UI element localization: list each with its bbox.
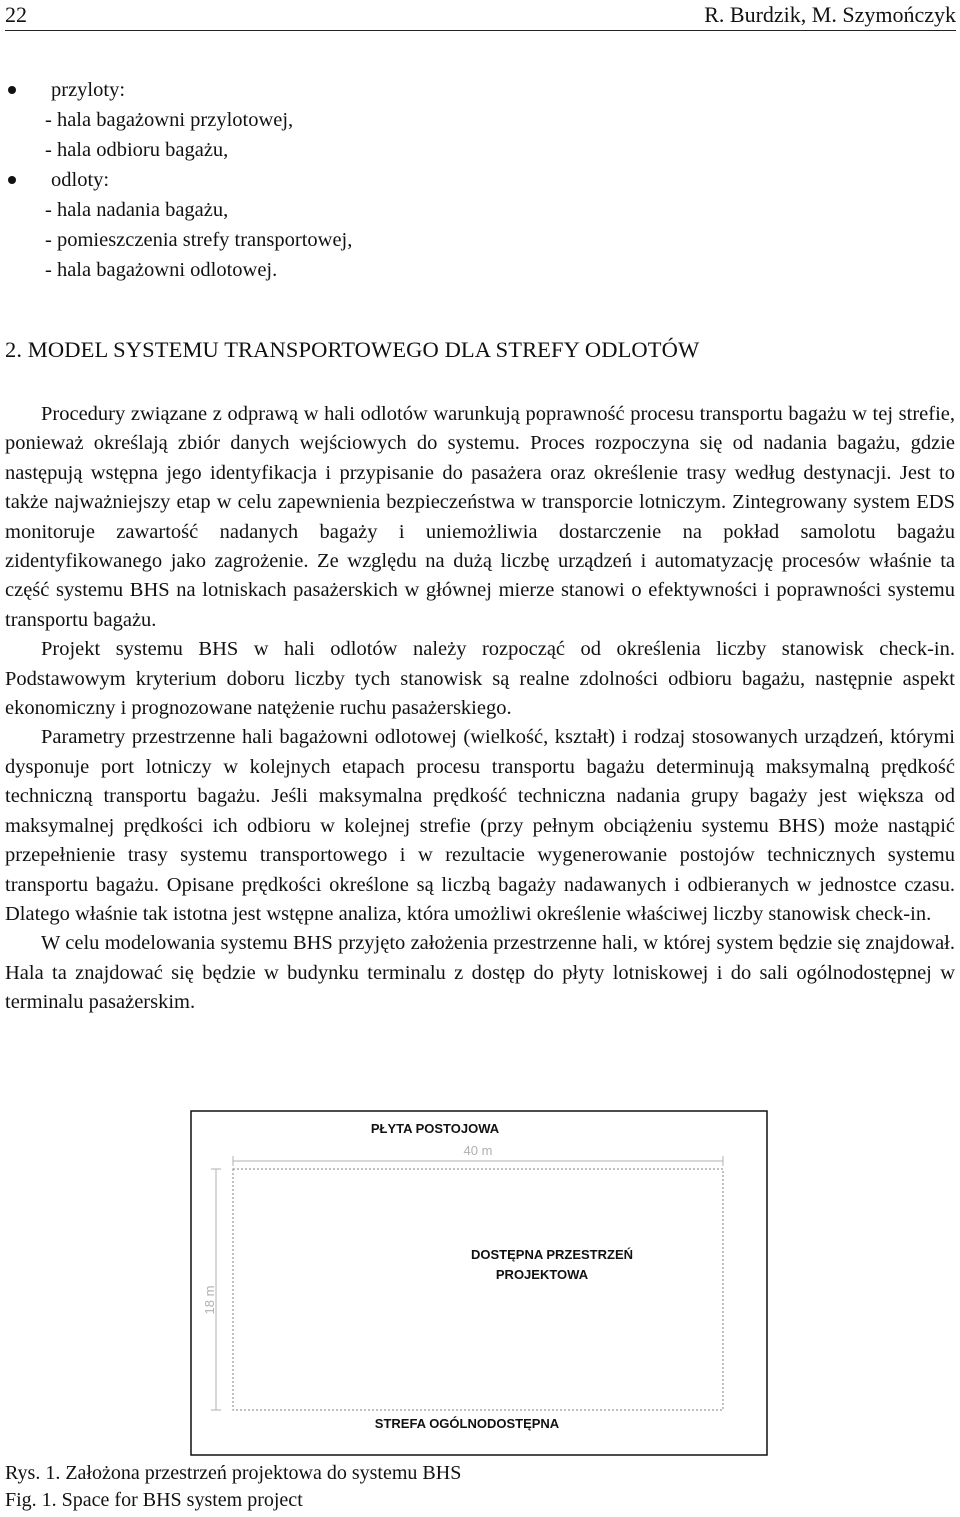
list-item-text: - hala bagażowni odlotowej. bbox=[45, 259, 278, 281]
hall-boundary bbox=[233, 1169, 723, 1410]
list-item-text: przyloty: bbox=[51, 79, 126, 101]
list-item bbox=[5, 255, 945, 285]
page-number: 22 bbox=[5, 2, 27, 27]
list-item bbox=[5, 225, 945, 255]
height-dimension-label: 18 m bbox=[202, 1285, 217, 1315]
bullet-icon bbox=[8, 86, 16, 94]
section-heading: 2. MODEL SYSTEMU TRANSPORTOWEGO DLA STREFY ODLOTÓW bbox=[5, 337, 700, 362]
label-public-zone: STREFA OGÓLNODOSTĘPNA bbox=[374, 1416, 560, 1431]
list-item bbox=[5, 135, 945, 165]
paragraph: W celu modelowania systemu BHS przyjęto założenia przestrzenne hali, w której system będzie się znajdował. Hala ta znajdować się będzie w budynku terminalu z dostęp do płyty lotniskowej i do sali ogólnodostępnej w terminalu pasażerskim. bbox=[5, 932, 955, 1014]
paragraph: Projekt systemu BHS w hali odlotów należy rozpocząć od określenia liczby stanowisk check-in. Podstawowym kryterium doboru liczby tych stanowisk są realne zdolności odbioru bagażu, następnie aspekt ekonomiczny i prognozowane natężenie ruchu pasażerskiego. bbox=[5, 638, 955, 720]
label-design-space-line1: DOSTĘPNA PRZESTRZEŃ bbox=[470, 1247, 634, 1262]
label-design-space-line2: PROJEKTOWA bbox=[495, 1267, 589, 1282]
list-item-text: - hala odbioru bagażu, bbox=[45, 139, 229, 161]
running-header-authors: R. Burdzik, M. Szymończyk bbox=[704, 2, 956, 27]
list-item-text: - hala nadania bagażu, bbox=[45, 199, 229, 221]
list-item-text: - hala bagażowni przylotowej, bbox=[45, 109, 294, 131]
body-text bbox=[5, 400, 955, 1018]
paragraph: Parametry przestrzenne hali bagażowni odlotowej (wielkość, kształt) i rodzaj stosowanych urządzeń, którymi dysponuje port lotniczy w kolejnych etapach procesu transportu bagażu determinują maksymalną prędkość techniczną transportu bagażu. Jeśli maksymalna prędkość techniczna nadania grupy bagaży jest większa od maksymalnej prędkości ich odbioru w kolejnej strefie (przy pełnym obciążeniu systemu BHS) może nastąpić przepełnienie trasy systemu transportowego i w rezultacie wygenerowanie postojów technicznych systemu transportu bagażu. Opisane prędkości określone są liczbą bagaży nadawanych i odbieranych w jednostce czasu. Dlatego właśnie tak istotna jest wstępne analiza, która umożliwi określenie właściwej liczby stanowisk check-in. bbox=[5, 726, 955, 925]
figure-design-space bbox=[190, 1110, 768, 1456]
list-item-text: - pomieszczenia strefy transportowej, bbox=[45, 229, 353, 251]
figure-drawing bbox=[190, 1110, 768, 1456]
figure-frame bbox=[191, 1111, 767, 1455]
paragraph: Procedury związane z odprawą w hali odlotów warunkują poprawność procesu transportu bagażu w tej strefie, ponieważ określają zbiór danych wejściowych do systemu. Proces rozpoczyna się od nadania bagażu, gdzie następują wstępna jego identyfikacja i przypisanie do pasażera oraz określenie trasy według destynacji. Jest to także najważniejszy etap w celu zapewnienia bezpieczeństwa w transporcie lotniczym. Zintegrowany system EDS monitoruje zawartość nadanych bagaży i uniemożliwia dostarczenie na pokład samolotu bagażu zidentyfikowanego jako zagrożenie. Ze względu na dużą liczbę urządzeń i automatyzację procesów właśnie ta część systemu BHS na lotniskach pasażerskich w głównej mierze stanowi o efektywności i poprawności systemu transportu bagażu. bbox=[5, 403, 955, 631]
list-item bbox=[5, 165, 945, 195]
bullet-list bbox=[5, 75, 945, 285]
label-apron: PŁYTA POSTOJOWA bbox=[370, 1121, 500, 1136]
list-item bbox=[5, 195, 945, 225]
width-dimension-label: 40 m bbox=[463, 1143, 493, 1158]
list-item bbox=[5, 105, 945, 135]
figure-caption-pl: Rys. 1. Założona przestrzeń projektowa do systemu BHS bbox=[5, 1462, 462, 1484]
list-item bbox=[5, 75, 945, 105]
bullet-icon bbox=[8, 176, 16, 184]
running-header bbox=[5, 0, 956, 31]
figure-caption-en: Fig. 1. Space for BHS system project bbox=[5, 1489, 303, 1511]
list-item-text: odloty: bbox=[51, 169, 110, 191]
